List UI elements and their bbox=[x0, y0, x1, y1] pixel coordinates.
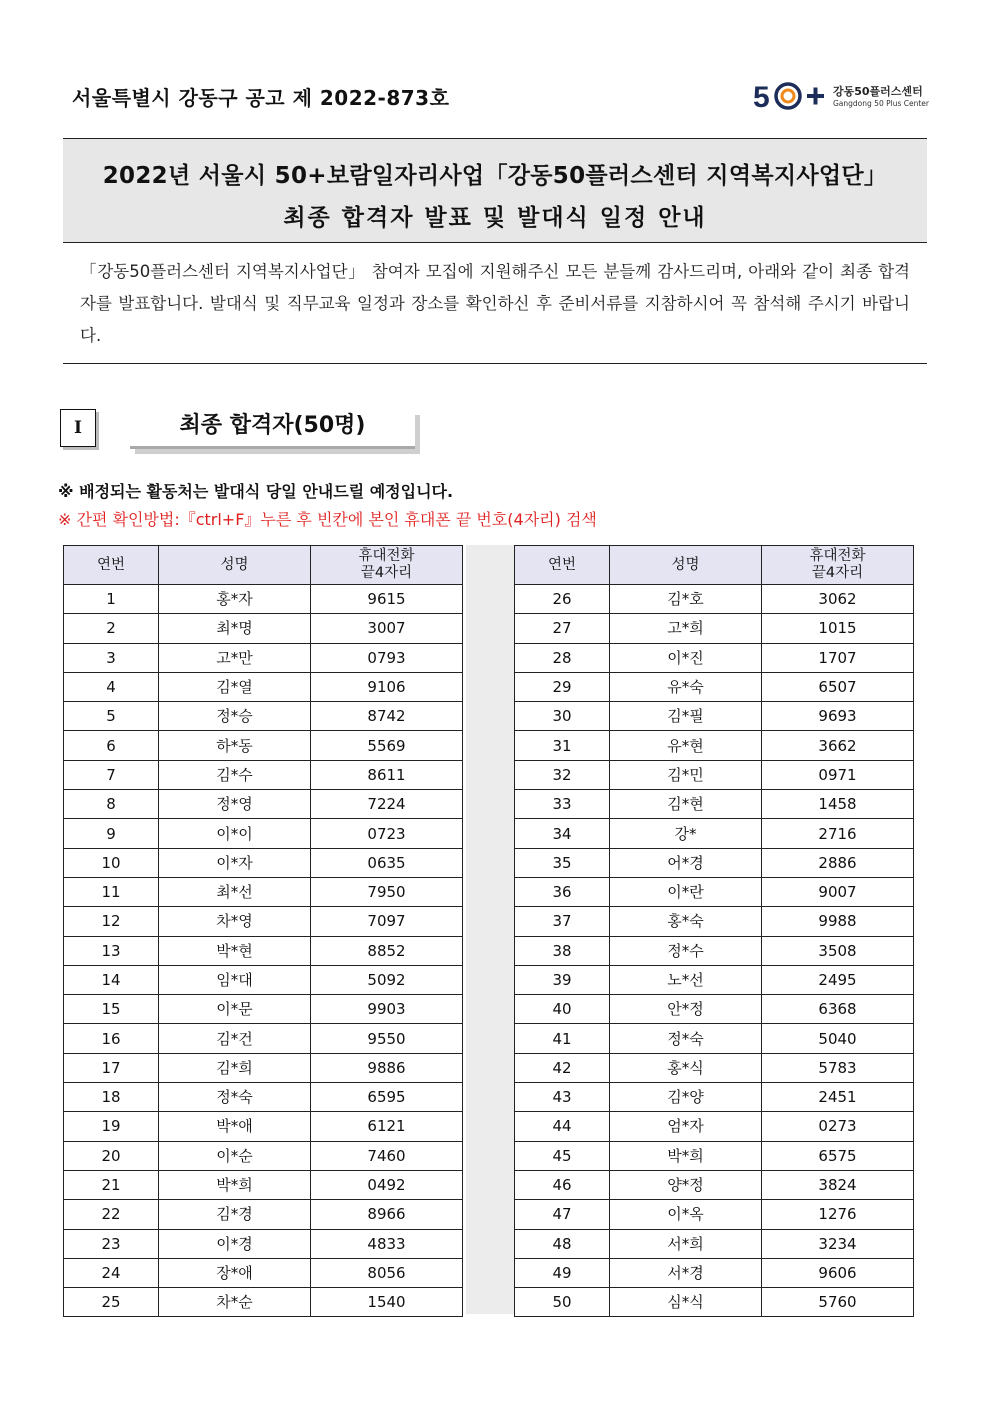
phone-last4: 8742 bbox=[311, 702, 463, 731]
row-number: 3 bbox=[64, 643, 159, 672]
applicant-name: 심*식 bbox=[610, 1288, 762, 1317]
phone-last4: 3007 bbox=[311, 614, 463, 643]
table-row bbox=[515, 995, 914, 1024]
table-row bbox=[64, 995, 463, 1024]
row-number: 23 bbox=[64, 1229, 159, 1258]
applicant-name: 하*동 bbox=[159, 731, 311, 760]
phone-last4: 7097 bbox=[311, 907, 463, 936]
phone-last4: 6595 bbox=[311, 1083, 463, 1112]
table-header-row bbox=[515, 546, 914, 585]
table-row bbox=[64, 936, 463, 965]
applicant-name: 이*경 bbox=[159, 1229, 311, 1258]
table-row bbox=[64, 1200, 463, 1229]
phone-last4: 9693 bbox=[762, 702, 914, 731]
table-row bbox=[515, 877, 914, 906]
row-number: 48 bbox=[515, 1229, 610, 1258]
row-number: 22 bbox=[64, 1200, 159, 1229]
applicant-name: 박*애 bbox=[159, 1112, 311, 1141]
phone-last4: 0793 bbox=[311, 643, 463, 672]
table-row bbox=[64, 585, 463, 614]
table-row bbox=[515, 819, 914, 848]
row-number: 20 bbox=[64, 1141, 159, 1170]
table-row bbox=[64, 790, 463, 819]
applicant-name: 김*민 bbox=[610, 760, 762, 789]
title-line-1: 2022년 서울시 50+보람일자리사업「강동50플러스센터 지역복지사업단」 bbox=[102, 163, 888, 189]
phone-last4: 0971 bbox=[762, 760, 914, 789]
row-number: 17 bbox=[64, 1053, 159, 1082]
title-banner bbox=[63, 138, 927, 243]
table-row bbox=[64, 877, 463, 906]
table-header-row bbox=[64, 546, 463, 585]
applicant-name: 김*호 bbox=[610, 585, 762, 614]
applicant-name: 정*수 bbox=[610, 936, 762, 965]
table-row bbox=[64, 1288, 463, 1317]
table-body-right bbox=[515, 585, 914, 1317]
phone-last4: 3662 bbox=[762, 731, 914, 760]
row-number: 39 bbox=[515, 965, 610, 994]
applicant-name: 이*이 bbox=[159, 819, 311, 848]
applicant-name: 임*대 bbox=[159, 965, 311, 994]
phone-last4: 8056 bbox=[311, 1258, 463, 1287]
phone-last4: 9606 bbox=[762, 1258, 914, 1287]
phone-last4: 9615 bbox=[311, 585, 463, 614]
table-row bbox=[64, 848, 463, 877]
row-number: 32 bbox=[515, 760, 610, 789]
table-row bbox=[515, 1288, 914, 1317]
phone-last4: 7460 bbox=[311, 1141, 463, 1170]
row-number: 1 bbox=[64, 585, 159, 614]
row-number: 10 bbox=[64, 848, 159, 877]
phone-last4: 8852 bbox=[311, 936, 463, 965]
results-table-left bbox=[63, 545, 463, 1317]
phone-last4: 1276 bbox=[762, 1200, 914, 1229]
applicant-name: 정*숙 bbox=[159, 1083, 311, 1112]
table-row bbox=[64, 760, 463, 789]
applicant-name: 차*순 bbox=[159, 1288, 311, 1317]
table-row bbox=[64, 643, 463, 672]
search-tip-note: ※ 간편 확인방법:『ctrl+F』누른 후 빈칸에 본인 휴대폰 끝 번호(4자리) 검색 bbox=[58, 510, 597, 529]
phone-last4: 3062 bbox=[762, 585, 914, 614]
row-number: 29 bbox=[515, 672, 610, 701]
table-row bbox=[515, 1229, 914, 1258]
phone-last4: 1540 bbox=[311, 1288, 463, 1317]
table-row bbox=[515, 1258, 914, 1287]
row-number: 24 bbox=[64, 1258, 159, 1287]
phone-last4: 5040 bbox=[762, 1024, 914, 1053]
row-number: 15 bbox=[64, 995, 159, 1024]
row-number: 30 bbox=[515, 702, 610, 731]
applicant-name: 유*현 bbox=[610, 731, 762, 760]
phone-last4: 0635 bbox=[311, 848, 463, 877]
phone-last4: 9903 bbox=[311, 995, 463, 1024]
phone-last4: 2495 bbox=[762, 965, 914, 994]
applicant-name: 김*현 bbox=[610, 790, 762, 819]
table-body-left bbox=[64, 585, 463, 1317]
phone-last4: 7950 bbox=[311, 877, 463, 906]
table-row bbox=[515, 760, 914, 789]
header-tel-line2: 끝4자리 bbox=[360, 565, 413, 581]
phone-last4: 3824 bbox=[762, 1170, 914, 1199]
table-row bbox=[515, 672, 914, 701]
notice-number: 서울특별시 강동구 공고 제 2022-873호 bbox=[72, 86, 450, 110]
table-row bbox=[515, 731, 914, 760]
header-name: 성명 bbox=[610, 546, 762, 585]
phone-last4: 6368 bbox=[762, 995, 914, 1024]
phone-last4: 7224 bbox=[311, 790, 463, 819]
applicant-name: 김*열 bbox=[159, 672, 311, 701]
header-tel-line2: 끝4자리 bbox=[811, 565, 864, 581]
phone-last4: 9007 bbox=[762, 877, 914, 906]
phone-last4: 5760 bbox=[762, 1288, 914, 1317]
row-number: 46 bbox=[515, 1170, 610, 1199]
applicant-name: 이*진 bbox=[610, 643, 762, 672]
assignment-note: ※ 배정되는 활동처는 발대식 당일 안내드릴 예정입니다. bbox=[58, 482, 454, 501]
phone-last4: 9106 bbox=[311, 672, 463, 701]
table-row bbox=[515, 907, 914, 936]
applicant-name: 최*선 bbox=[159, 877, 311, 906]
table-gutter bbox=[466, 545, 514, 1314]
row-number: 45 bbox=[515, 1141, 610, 1170]
phone-last4: 6507 bbox=[762, 672, 914, 701]
logo-text-english: Gangdong 50 Plus Center bbox=[833, 99, 929, 108]
50plus-logo-icon bbox=[752, 78, 832, 114]
applicant-name: 고*만 bbox=[159, 643, 311, 672]
table-row bbox=[64, 702, 463, 731]
phone-last4: 0723 bbox=[311, 819, 463, 848]
row-number: 27 bbox=[515, 614, 610, 643]
table-row bbox=[515, 1083, 914, 1112]
phone-last4: 2451 bbox=[762, 1083, 914, 1112]
header-tel bbox=[762, 546, 914, 585]
applicant-name: 노*선 bbox=[610, 965, 762, 994]
row-number: 8 bbox=[64, 790, 159, 819]
applicant-name: 정*승 bbox=[159, 702, 311, 731]
phone-last4: 5569 bbox=[311, 731, 463, 760]
applicant-name: 이*순 bbox=[159, 1141, 311, 1170]
intro-paragraph: 「강동50플러스센터 지역복지사업단」 참여자 모집에 지원해주신 모든 분들께 감사드리며, 아래와 같이 최종 합격자를 발표합니다. 발대식 및 직무교육 일정과 장소를 확인하신 후 준비서류를 지참하시어 꼭 참석해 주시기 바랍니다. bbox=[80, 262, 910, 345]
row-number: 16 bbox=[64, 1024, 159, 1053]
row-number: 43 bbox=[515, 1083, 610, 1112]
results-table-right bbox=[514, 545, 914, 1317]
table-row bbox=[515, 1170, 914, 1199]
phone-last4: 1707 bbox=[762, 643, 914, 672]
phone-last4: 4833 bbox=[311, 1229, 463, 1258]
applicant-name: 김*필 bbox=[610, 702, 762, 731]
applicant-name: 이*옥 bbox=[610, 1200, 762, 1229]
table-row bbox=[64, 1083, 463, 1112]
table-row bbox=[515, 936, 914, 965]
applicant-name: 안*정 bbox=[610, 995, 762, 1024]
table-row bbox=[64, 614, 463, 643]
applicant-name: 이*란 bbox=[610, 877, 762, 906]
logo-text-korean: 강동50플러스센터 bbox=[833, 85, 923, 98]
row-number: 28 bbox=[515, 643, 610, 672]
phone-last4: 9550 bbox=[311, 1024, 463, 1053]
svg-text:5: 5 bbox=[753, 81, 770, 114]
row-number: 6 bbox=[64, 731, 159, 760]
table-row bbox=[515, 1024, 914, 1053]
title-line-2: 최종 합격자 발표 및 발대식 일정 안내 bbox=[283, 205, 707, 231]
row-number: 31 bbox=[515, 731, 610, 760]
row-number: 37 bbox=[515, 907, 610, 936]
row-number: 5 bbox=[64, 702, 159, 731]
row-number: 9 bbox=[64, 819, 159, 848]
applicant-name: 차*영 bbox=[159, 907, 311, 936]
table-row bbox=[64, 731, 463, 760]
row-number: 35 bbox=[515, 848, 610, 877]
row-number: 21 bbox=[64, 1170, 159, 1199]
table-row bbox=[515, 1141, 914, 1170]
phone-last4: 2716 bbox=[762, 819, 914, 848]
applicant-name: 박*현 bbox=[159, 936, 311, 965]
phone-last4: 0273 bbox=[762, 1112, 914, 1141]
phone-last4: 2886 bbox=[762, 848, 914, 877]
phone-last4: 3234 bbox=[762, 1229, 914, 1258]
row-number: 38 bbox=[515, 936, 610, 965]
gangdong-50plus-logo bbox=[752, 78, 942, 114]
table-row bbox=[515, 1112, 914, 1141]
table-row bbox=[64, 1258, 463, 1287]
applicant-name: 서*희 bbox=[610, 1229, 762, 1258]
table-row bbox=[515, 1053, 914, 1082]
applicant-name: 홍*숙 bbox=[610, 907, 762, 936]
divider bbox=[63, 363, 927, 364]
phone-last4: 1015 bbox=[762, 614, 914, 643]
header-name: 성명 bbox=[159, 546, 311, 585]
table-row bbox=[64, 907, 463, 936]
row-number: 36 bbox=[515, 877, 610, 906]
phone-last4: 0492 bbox=[311, 1170, 463, 1199]
applicant-name: 이*문 bbox=[159, 995, 311, 1024]
row-number: 50 bbox=[515, 1288, 610, 1317]
row-number: 41 bbox=[515, 1024, 610, 1053]
table-row bbox=[515, 585, 914, 614]
table-row bbox=[515, 1200, 914, 1229]
row-number: 40 bbox=[515, 995, 610, 1024]
table-row bbox=[515, 614, 914, 643]
table-row bbox=[64, 1141, 463, 1170]
table-row bbox=[64, 1112, 463, 1141]
table-row bbox=[515, 702, 914, 731]
applicant-name: 홍*식 bbox=[610, 1053, 762, 1082]
applicant-name: 정*숙 bbox=[610, 1024, 762, 1053]
phone-last4: 8611 bbox=[311, 760, 463, 789]
table-row bbox=[64, 965, 463, 994]
table-row bbox=[64, 819, 463, 848]
header-no: 연번 bbox=[515, 546, 610, 585]
row-number: 18 bbox=[64, 1083, 159, 1112]
applicant-name: 이*자 bbox=[159, 848, 311, 877]
header-tel-line1: 휴대전화 bbox=[809, 548, 866, 564]
applicant-name: 강* bbox=[610, 819, 762, 848]
applicant-name: 정*영 bbox=[159, 790, 311, 819]
section-number: I bbox=[60, 409, 96, 447]
row-number: 26 bbox=[515, 585, 610, 614]
table-row bbox=[64, 672, 463, 701]
table-row bbox=[64, 1170, 463, 1199]
row-number: 7 bbox=[64, 760, 159, 789]
phone-last4: 9886 bbox=[311, 1053, 463, 1082]
row-number: 34 bbox=[515, 819, 610, 848]
applicant-name: 고*희 bbox=[610, 614, 762, 643]
applicant-name: 김*경 bbox=[159, 1200, 311, 1229]
table-row bbox=[515, 965, 914, 994]
row-number: 49 bbox=[515, 1258, 610, 1287]
applicant-name: 장*애 bbox=[159, 1258, 311, 1287]
row-number: 12 bbox=[64, 907, 159, 936]
table-row bbox=[64, 1024, 463, 1053]
table-row bbox=[515, 643, 914, 672]
header-tel bbox=[311, 546, 463, 585]
table-row bbox=[515, 790, 914, 819]
table-row bbox=[64, 1053, 463, 1082]
phone-last4: 9988 bbox=[762, 907, 914, 936]
row-number: 44 bbox=[515, 1112, 610, 1141]
applicant-name: 김*희 bbox=[159, 1053, 311, 1082]
section-title: 최종 합격자(50명) bbox=[130, 410, 415, 449]
applicant-name: 홍*자 bbox=[159, 585, 311, 614]
header-tel-line1: 휴대전화 bbox=[358, 548, 415, 564]
row-number: 25 bbox=[64, 1288, 159, 1317]
row-number: 42 bbox=[515, 1053, 610, 1082]
phone-last4: 5783 bbox=[762, 1053, 914, 1082]
row-number: 11 bbox=[64, 877, 159, 906]
applicant-name: 어*경 bbox=[610, 848, 762, 877]
row-number: 14 bbox=[64, 965, 159, 994]
phone-last4: 1458 bbox=[762, 790, 914, 819]
row-number: 13 bbox=[64, 936, 159, 965]
applicant-name: 양*정 bbox=[610, 1170, 762, 1199]
phone-last4: 3508 bbox=[762, 936, 914, 965]
table-row bbox=[64, 1229, 463, 1258]
table-row bbox=[515, 848, 914, 877]
row-number: 47 bbox=[515, 1200, 610, 1229]
applicant-name: 김*건 bbox=[159, 1024, 311, 1053]
applicant-name: 박*희 bbox=[610, 1141, 762, 1170]
row-number: 33 bbox=[515, 790, 610, 819]
header-no: 연번 bbox=[64, 546, 159, 585]
phone-last4: 6575 bbox=[762, 1141, 914, 1170]
phone-last4: 8966 bbox=[311, 1200, 463, 1229]
phone-last4: 5092 bbox=[311, 965, 463, 994]
row-number: 2 bbox=[64, 614, 159, 643]
applicant-name: 엄*자 bbox=[610, 1112, 762, 1141]
row-number: 19 bbox=[64, 1112, 159, 1141]
applicant-name: 박*희 bbox=[159, 1170, 311, 1199]
applicant-name: 최*명 bbox=[159, 614, 311, 643]
applicant-name: 김*양 bbox=[610, 1083, 762, 1112]
row-number: 4 bbox=[64, 672, 159, 701]
phone-last4: 6121 bbox=[311, 1112, 463, 1141]
applicant-name: 유*숙 bbox=[610, 672, 762, 701]
applicant-name: 서*경 bbox=[610, 1258, 762, 1287]
applicant-name: 김*수 bbox=[159, 760, 311, 789]
